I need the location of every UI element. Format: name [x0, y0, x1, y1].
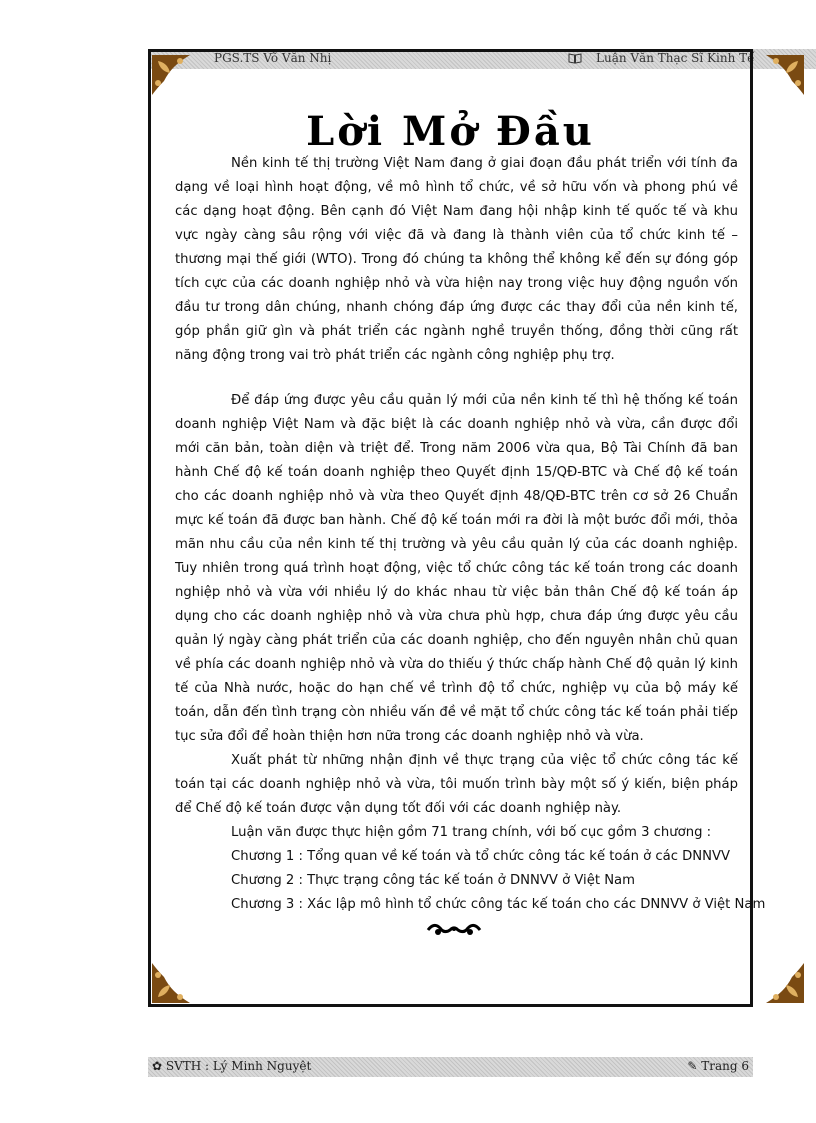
footer-page-number: Trang 6 [701, 1059, 749, 1073]
corner-ornament-top-right-icon [756, 53, 806, 103]
header-author: PGS.TS Võ Văn Nhị [214, 51, 332, 65]
footer-page [687, 1059, 749, 1073]
corner-ornament-bottom-left-icon [150, 955, 200, 1005]
paragraph-intro: Nền kinh tế thị trường Việt Nam đang ở giai đoạn đầu phát triển với tính đa dạng về loại hình hoạt động, về mô hình tổ chức, về sở hữu vốn và phong phú về các dạng hoạt động. Bên cạnh đó Việt Nam đang hội nhập kinh tế quốc tế và khu vực ngày càng sâu rộng với việc đã và đang là thành viên của tổ chức kinh tế – thương mại thế giới (WTO). Trong đó chúng ta không thể không kể đến sự đóng góp tích cực của các doanh nghiệp nhỏ và vừa hiện nay trong việc huy động nguồn vốn đầu tư trong dân chúng, nhanh chóng đáp ứng được các thay đổi của nền kinh tế, góp phần giữ gìn và phát triển các ngành nghề truyền thống, đồng thời cũng rất năng động trong vai trò phát triển các ngành công nghiệp phụ trợ. [175, 156, 738, 363]
corner-ornament-top-left-icon [150, 53, 200, 103]
thesis-structure-intro: Luận văn được thực hiện gồm 71 trang chính, với bố cục gồm 3 chương : [231, 825, 712, 840]
footer-student [152, 1059, 311, 1073]
paragraph-purpose: Xuất phát từ những nhận định về thực trạng của việc tổ chức công tác kế toán tại các doanh nghiệp nhỏ và vừa, tôi muốn trình bày một số ý kiến, biện pháp để Chế độ kế toán được vận dụng tốt đối với các doanh nghiệp này. [175, 753, 738, 816]
flower-icon: ✿ [152, 1059, 163, 1073]
page-footer [148, 1057, 753, 1077]
flourish-divider-icon [424, 920, 484, 940]
chapter-2-line: Chương 2 : Thực trạng công tác kế toán ở DNNVV ở Việt Nam [231, 873, 635, 888]
paragraph-accounting-reform: Để đáp ứng được yêu cầu quản lý mới của nền kinh tế thì hệ thống kế toán doanh nghiệp Việt Nam và đặc biệt là các doanh nghiệp nhỏ và vừa, cần được đổi mới căn bản, toàn diện và triệt để. Trong năm 2006 vừa qua, Bộ Tài Chính đã ban hành Chế độ kế toán doanh nghiệp theo Quyết định 15/QĐ-BTC và Chế độ kế toán cho các doanh nghiệp nhỏ và vừa theo Quyết định 48/QĐ-BTC trên cơ sở 26 Chuẩn mực kế toán đã được ban hành. Chế độ kế toán mới ra đời là một bước đổi mới, thỏa mãn nhu cầu của nền kinh tế thị trường và yêu cầu quản lý của các doanh nghiệp. Tuy nhiên trong quá trình hoạt động, việc tổ chức công tác kế toán trong các doanh nghiệp nhỏ và vừa với nhiều lý do khác nhau từ việc bản thân Chế độ kế toán áp dụng cho các doanh nghiệp nhỏ và vừa chưa phù hợp, chưa đáp ứng được yêu cầu quản lý ngày càng phát triển của các doanh nghiệp, cho đến nguyên nhân chủ quan về phía các doanh nghiệp nhỏ và vừa do thiếu ý thức chấp hành Chế độ quản lý kinh tế của Nhà nước, hoặc do hạn chế về trình độ tổ chức, nghiệp vụ của bộ máy kế toán, dẫn đến tình trạng còn nhiều vấn đề về mặt tổ chức công tác kế toán phải tiếp tục sửa đổi để hoàn thiện hơn nữa trong các doanh nghiệp nhỏ và vừa. [175, 393, 738, 744]
header-thesis-title: Luận Văn Thạc Sĩ Kinh Tế [596, 51, 755, 65]
document-body [175, 152, 766, 917]
paragraph-spacer [175, 368, 738, 389]
chapter-1-line: Chương 1 : Tổng quan về kế toán và tổ chức công tác kế toán ở các DNNVV [231, 849, 731, 864]
pen-icon: ✎ [687, 1059, 698, 1073]
footer-student-name: SVTH : Lý Minh Nguyệt [165, 1059, 312, 1073]
chapter-3-line: Chương 3 : Xác lập mô hình tổ chức công tác kế toán cho các DNNVV ở Việt Nam [231, 897, 766, 912]
page-title: Lời Mở Đầu [306, 108, 595, 155]
corner-ornament-bottom-right-icon [756, 955, 806, 1005]
